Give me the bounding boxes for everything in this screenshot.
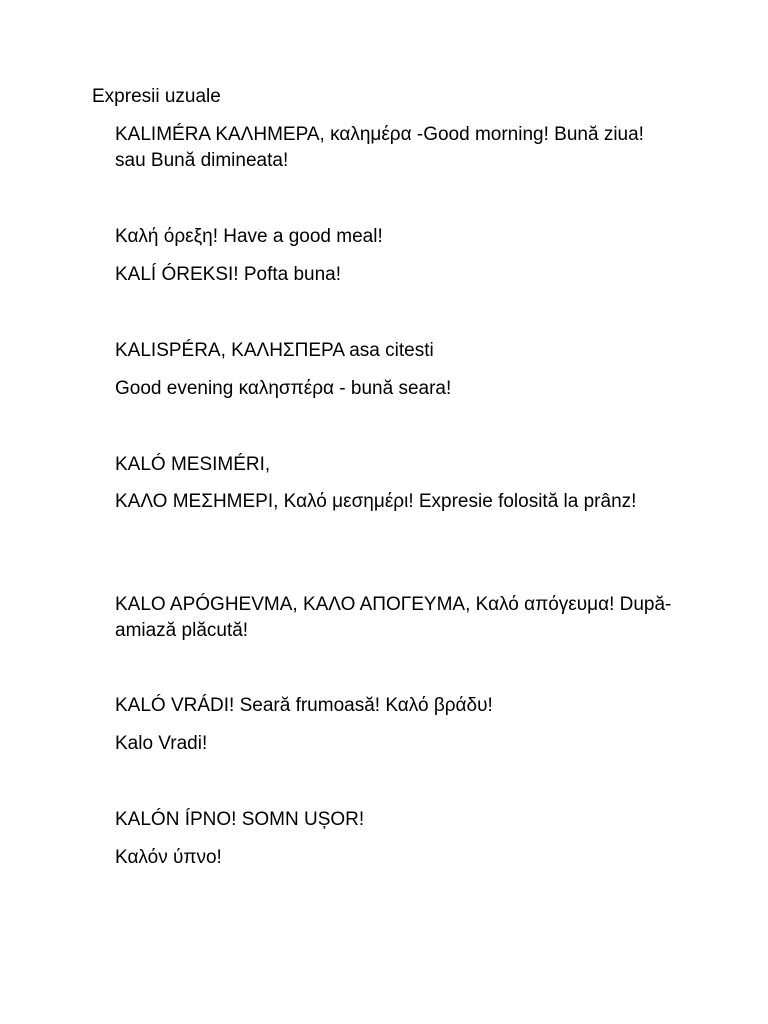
paragraph-kalo-vradi: KALÓ VRÁDI! Seară frumoasă! Καλό βράδυ! — [115, 695, 493, 716]
paragraph-kalon-ipno: KALÓN ÍPNO! SOMN UȘOR! — [115, 809, 365, 830]
paragraph-kali-oreksi: KALÍ ÓREKSI! Pofta buna! — [115, 264, 342, 285]
paragraph-kali-orexi-greek: Καλή όρεξη! Have a good meal! — [115, 226, 383, 247]
paragraph-kalon-ipno-greek: Καλόν ύπνο! — [115, 847, 222, 868]
paragraph-kalo-mesimeri-greek: ΚΑΛΟ ΜΕΣΗΜΕΡΙ, Καλό μεσημέρι! Expresie folosită la prânz! — [115, 491, 637, 512]
paragraph-kalispera: KALISPÉRA, ΚΑΛΗΣΠΕΡΑ asa citesti — [115, 340, 434, 361]
paragraph-good-evening: Good evening καλησπέρα - bună seara! — [115, 378, 452, 399]
document-heading: Expresii uzuale — [92, 86, 221, 107]
paragraph-kalo-mesimeri: KALÓ MESIMÉRI, — [115, 454, 271, 475]
paragraph-kalimera: KALIMÉRA ΚΑΛΗΜΕΡΑ, καλημέρα -Good morning! Bună ziua! sau Bună dimineata! — [115, 124, 644, 171]
paragraph-kalo-apoghevma: KALO APÓGHEVMA, ΚΑΛΟ ΑΠΟΓΕΥΜΑ, Καλό απόγευμα! După-amiază plăcută! — [115, 594, 672, 641]
paragraph-kalo-vradi-latin: Kalo Vradi! — [115, 733, 208, 754]
